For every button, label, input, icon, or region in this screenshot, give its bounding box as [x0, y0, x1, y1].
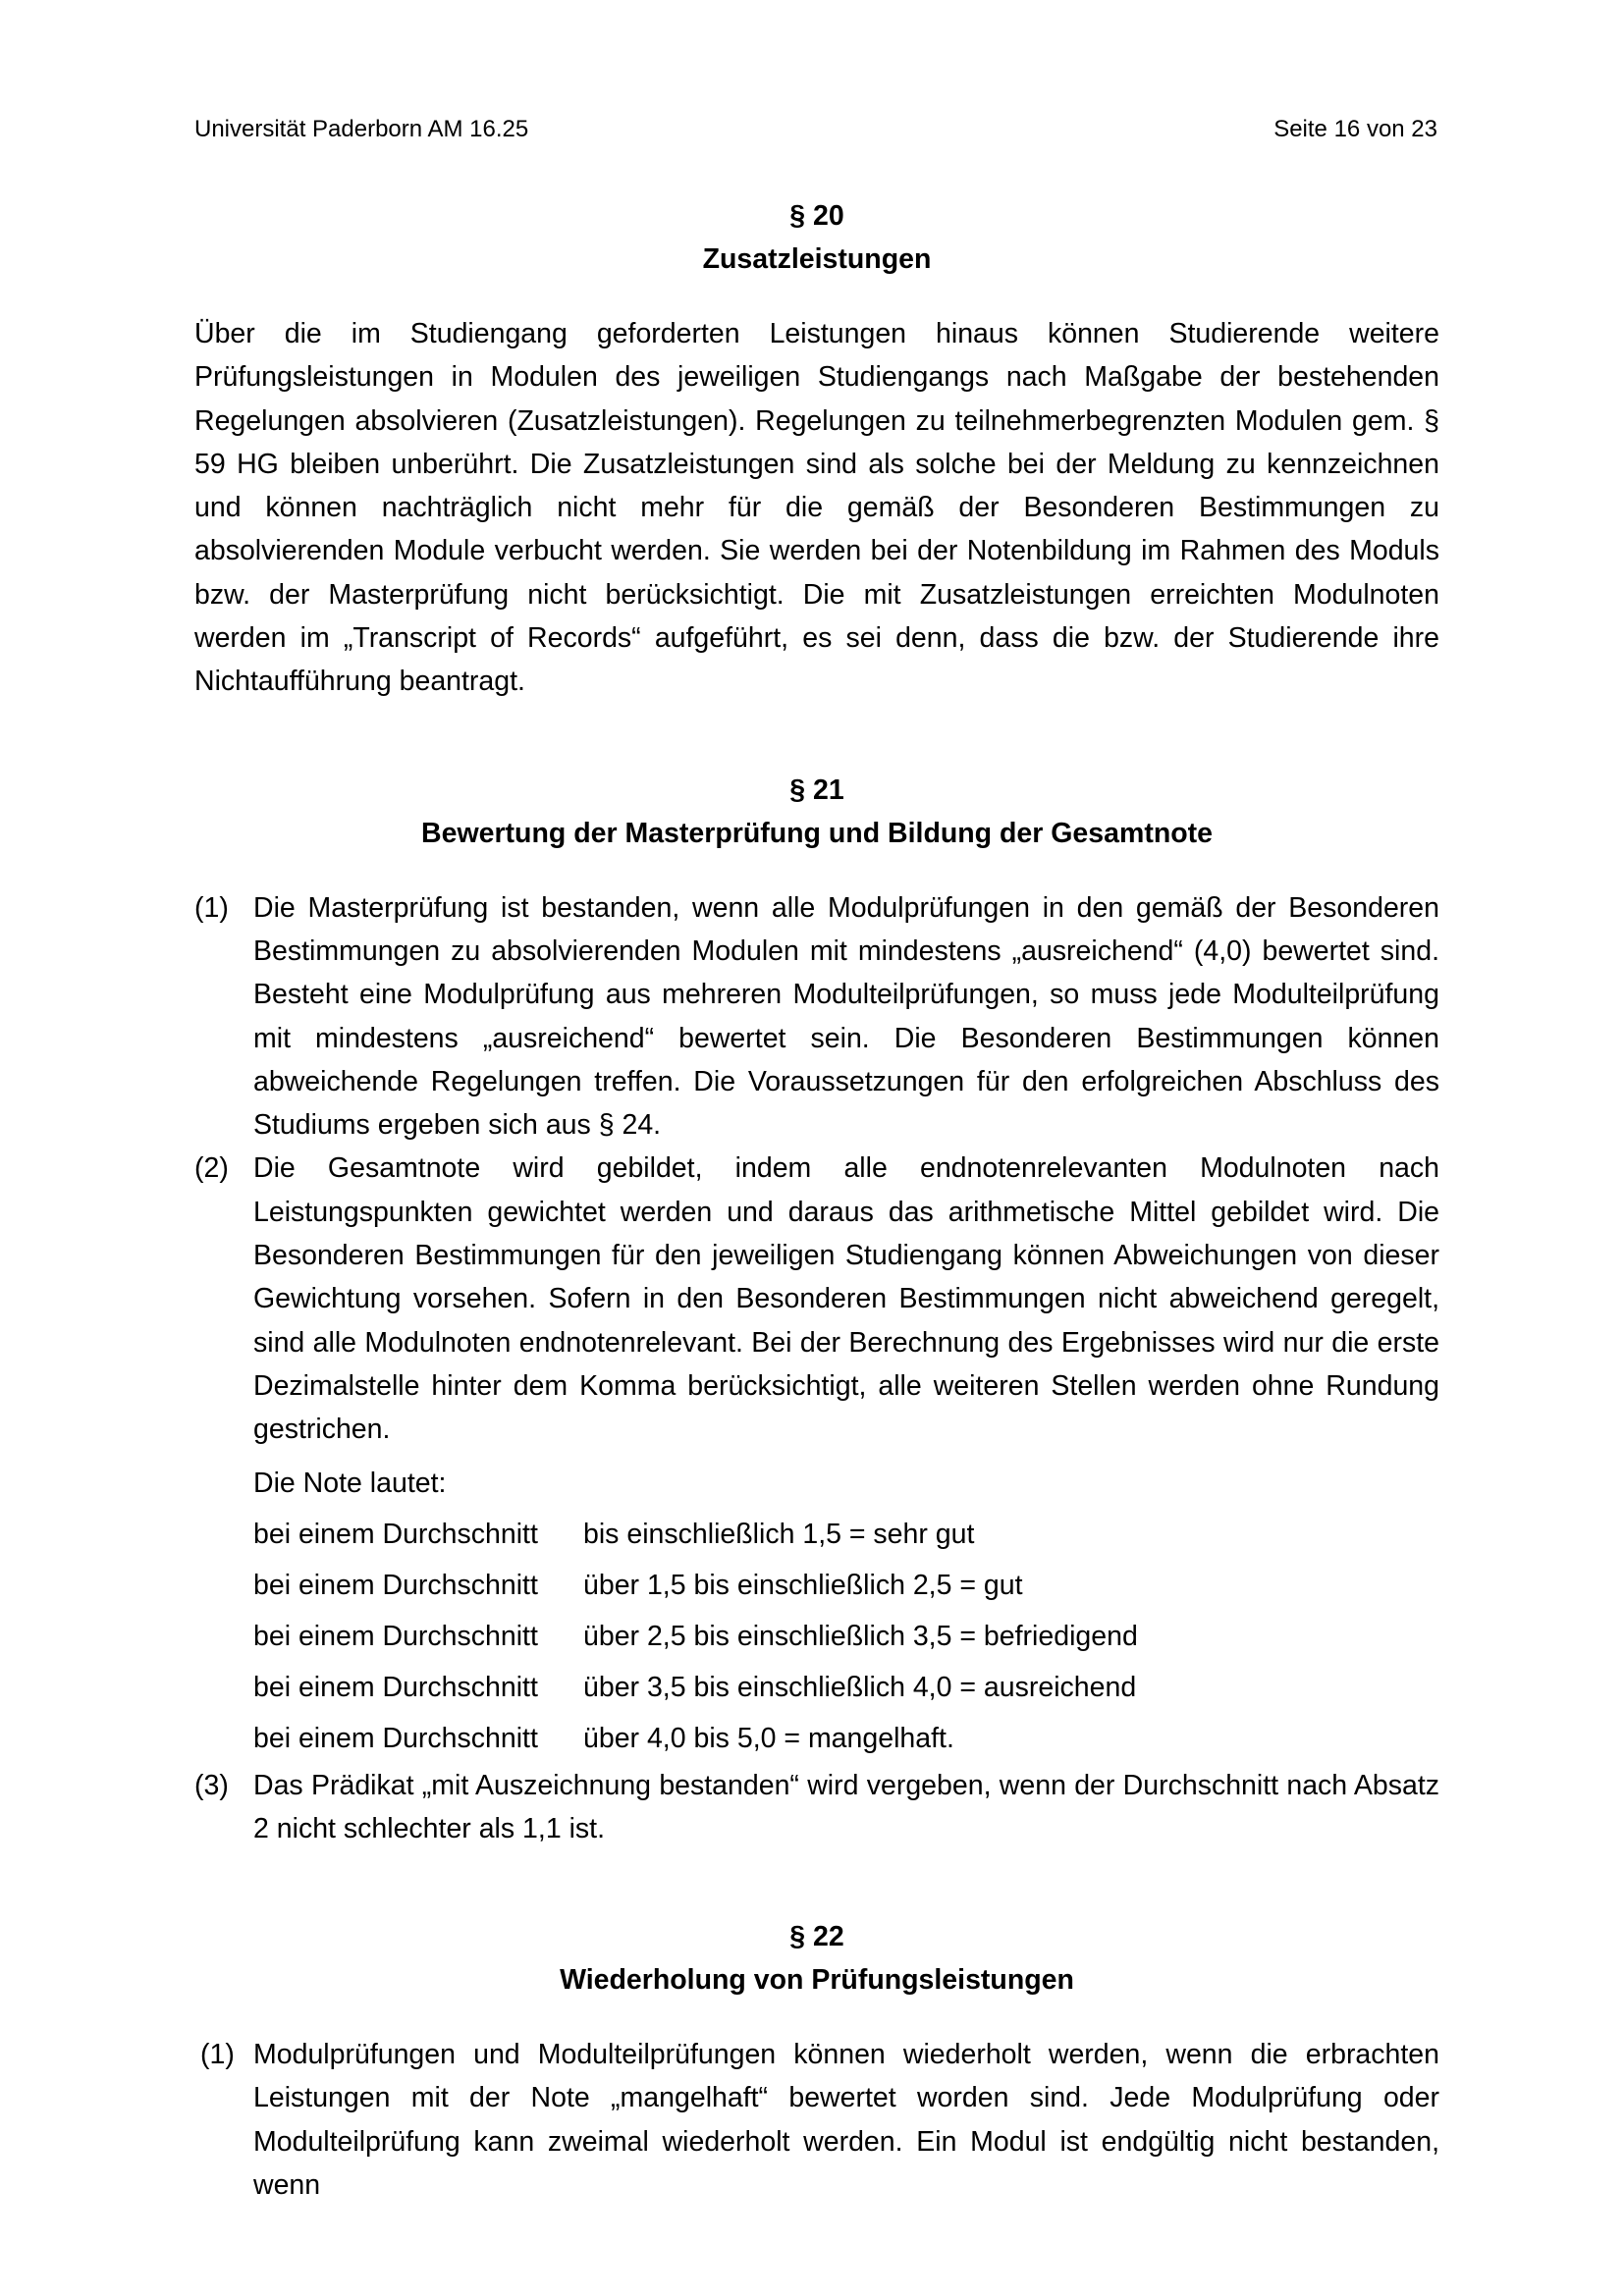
section-21-title: Bewertung der Masterprüfung und Bildung der Gesamtnote	[421, 817, 1213, 849]
section-20-number: § 20	[789, 200, 844, 232]
section-21-item-3	[194, 1764, 1439, 1851]
section-20-heading	[194, 194, 1439, 281]
grade-row	[194, 1509, 1439, 1560]
grade-intro: Die Note lautet:	[253, 1467, 447, 1499]
item-text: Das Prädikat „mit Auszeichnung bestanden“ wird vergeben, wenn der Durchschnitt nach Absatz 2 nicht schlechter als 1,1 ist.	[253, 1769, 1439, 1844]
grade-range: über 2,5 bis einschließlich 3,5 = befriedigend	[583, 1620, 1138, 1652]
section-22-heading	[194, 1915, 1439, 2002]
grade-range: über 4,0 bis 5,0 = mangelhaft.	[583, 1722, 954, 1754]
grade-table	[194, 1509, 1439, 1764]
document-body	[194, 194, 1439, 2207]
section-20-title: Zusatzleistungen	[702, 243, 932, 275]
page-header	[194, 114, 1437, 145]
grade-label: bei einem Durchschnitt	[253, 1518, 538, 1550]
header-page-number: Seite 16 von 23	[1273, 116, 1437, 142]
section-22-title: Wiederholung von Prüfungsleistungen	[560, 1964, 1074, 1997]
section-21-item-2	[194, 1147, 1439, 1451]
section-21-number: § 21	[789, 774, 844, 806]
grade-label: bei einem Durchschnitt	[253, 1569, 538, 1601]
grade-label: bei einem Durchschnitt	[253, 1722, 538, 1754]
section-21-heading	[194, 769, 1439, 855]
section-22-item-1	[194, 2033, 1439, 2207]
grade-label: bei einem Durchschnitt	[253, 1620, 538, 1652]
item-number: (1)	[200, 2039, 235, 2071]
item-text: Modulprüfungen und Modulteilprüfungen können wiederholt werden, wenn die erbrachten Leistungen mit der Note „mangelhaft“ bewertet worden sind. Jede Modulprüfung oder Modulteilprüfung kann zweimal wiederholt werden. Ein Modul ist endgültig nicht bestanden, wenn	[253, 2039, 1439, 2202]
section-20-paragraph: Über die im Studiengang geforderten Leistungen hinaus können Studierende weitere Prüfungsleistungen in Modulen des jeweiligen Studiengangs nach Maßgabe der bestehenden Regelungen absolvieren (Zusatzleistungen). Regelungen zu teilnehmerbegrenzten Modulen gem. § 59 HG bleiben unberührt. Die Zusatzleistungen sind als solche bei der Meldung zu kennzeichnen und können nachträglich nicht mehr für die gemäß der Besonderen Bestimmungen zu absolvierenden Module verbucht werden. Sie werden bei der Notenbildung im Rahmen des Moduls bzw. der Masterprüfung nicht berücksichtigt. Die mit Zusatzleistungen erreichten Modulnoten werden im „Transcript of Records“ aufgeführt, es sei denn, dass die bzw. der Studierende ihre Nichtaufführung beantragt.	[194, 318, 1439, 698]
item-text: Die Masterprüfung ist bestanden, wenn alle Modulprüfungen in den gemäß der Besonderen Bestimmungen zu absolvierenden Modulen mit mindestens „ausreichend“ (4,0) bewertet sind. Besteht eine Modulprüfung aus mehreren Modulteilprüfungen, so muss jede Modulteilprüfung mit mindestens „ausreichend“ bewertet sein. Die Besonderen Bestimmungen können abweichende Regelungen treffen. Die Voraussetzungen für den erfolgreichen Abschluss des Studiums ergeben sich aus § 24.	[253, 891, 1439, 1142]
section-21-item-1	[194, 886, 1439, 1148]
grade-row	[194, 1662, 1439, 1713]
item-number: (3)	[194, 1769, 229, 1801]
item-number: (2)	[194, 1152, 229, 1185]
grade-range: über 3,5 bis einschließlich 4,0 = ausreichend	[583, 1671, 1137, 1703]
grade-label: bei einem Durchschnitt	[253, 1671, 538, 1703]
grade-row	[194, 1560, 1439, 1611]
grade-row	[194, 1713, 1439, 1764]
grade-range: über 1,5 bis einschließlich 2,5 = gut	[583, 1569, 1023, 1601]
item-number: (1)	[194, 891, 229, 924]
grade-row	[194, 1611, 1439, 1662]
grade-range: bis einschließlich 1,5 = sehr gut	[583, 1518, 975, 1550]
section-22-number: § 22	[789, 1921, 844, 1953]
item-text: Die Gesamtnote wird gebildet, indem alle endnotenrelevanten Modulnoten nach Leistungspunkten gewichtet werden und daraus das arithmetische Mittel gebildet wird. Die Besonderen Bestimmungen für den jeweiligen Studiengang können Abweichungen von dieser Gewichtung vorsehen. Sofern in den Besonderen Bestimmungen nicht abweichend geregelt, sind alle Modulnoten endnotenrelevant. Bei der Berechnung des Ergebnisses wird nur die erste Dezimalstelle hinter dem Komma berücksichtigt, alle weiteren Stellen werden ohne Rundung gestrichen.	[253, 1152, 1439, 1446]
header-institution: Universität Paderborn AM 16.25	[194, 116, 529, 142]
